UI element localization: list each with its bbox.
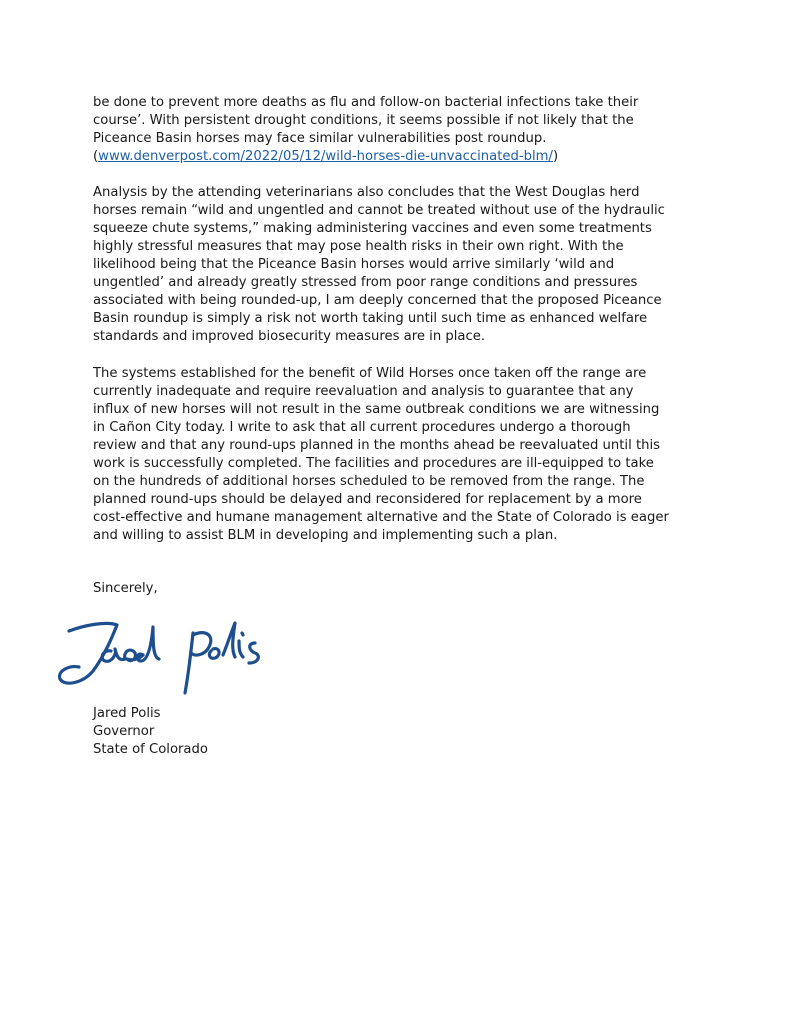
text-line: and willing to assist BLM in developing and implementing such a plan. (93, 528, 558, 543)
text-line: associated with being rounded-up, I am deeply concerned that the proposed Piceance (93, 293, 662, 308)
link-open-paren: ( (93, 149, 99, 164)
text-line: influx of new horses will not result in the same outbreak conditions we are witnessing (93, 402, 660, 417)
text-line: Basin roundup is simply a risk not worth taking until such time as enhanced welfare (93, 311, 648, 326)
paragraph-veterinary-analysis (93, 184, 713, 346)
signer-office: State of Colorado (93, 742, 208, 757)
paragraph-continuation (93, 94, 713, 166)
text-line: likelihood being that the Piceance Basin horses would arrive similarly ‘wild and (93, 257, 615, 272)
signer-name: Jared Polis (93, 706, 161, 721)
denverpost-article-link[interactable]: www.denverpost.com/2022/05/12/wild-horses-die-unvaccinated-blm/ (98, 149, 553, 164)
paragraph-request (93, 365, 713, 545)
text-line: work is successfully completed. The facilities and procedures are ill-equipped to take (93, 456, 654, 471)
handwritten-signature (55, 605, 280, 700)
signer-title: Governor (93, 724, 155, 739)
text-line: ungentled’ and already greatly stressed from poor range conditions and pressures (93, 275, 638, 290)
text-line: be done to prevent more deaths as flu and follow-on bacterial infections take their (93, 95, 639, 110)
text-line: currently inadequate and require reevaluation and analysis to guarantee that any (93, 384, 634, 399)
text-line: review and that any round-ups planned in the months ahead be reevaluated until this (93, 438, 661, 453)
text-line: squeeze chute systems,” making administering vaccines and even some treatments (93, 221, 652, 236)
signer-block (93, 705, 713, 759)
link-close-paren: ) (552, 149, 559, 164)
text-line: standards and improved biosecurity measures are in place. (93, 329, 486, 344)
text-line: cost-effective and humane management alternative and the State of Colorado is eager (93, 510, 669, 525)
text-line: in Cañon City today. I write to ask that all current procedures undergo a thorough (93, 420, 631, 435)
source-link-line (93, 148, 713, 166)
text-line: horses remain “wild and ungentled and cannot be treated without use of the hydraulic (93, 203, 665, 218)
text-line: Piceance Basin horses may face similar vulnerabilities post roundup. (93, 131, 547, 146)
text-line: planned round-ups should be delayed and reconsidered for replacement by a more (93, 492, 642, 507)
text-line: Analysis by the attending veterinarians also concludes that the West Douglas herd (93, 185, 640, 200)
text-line: on the hundreds of additional horses scheduled to be removed from the range. The (93, 474, 645, 489)
text-line: highly stressful measures that may pose health risks in their own right. With the (93, 239, 624, 254)
text-line: course’. With persistent drought conditions, it seems possible if not likely that the (93, 113, 634, 128)
text-line: The systems established for the benefit of Wild Horses once taken off the range are (93, 366, 647, 381)
closing-salutation: Sincerely, (93, 581, 158, 596)
